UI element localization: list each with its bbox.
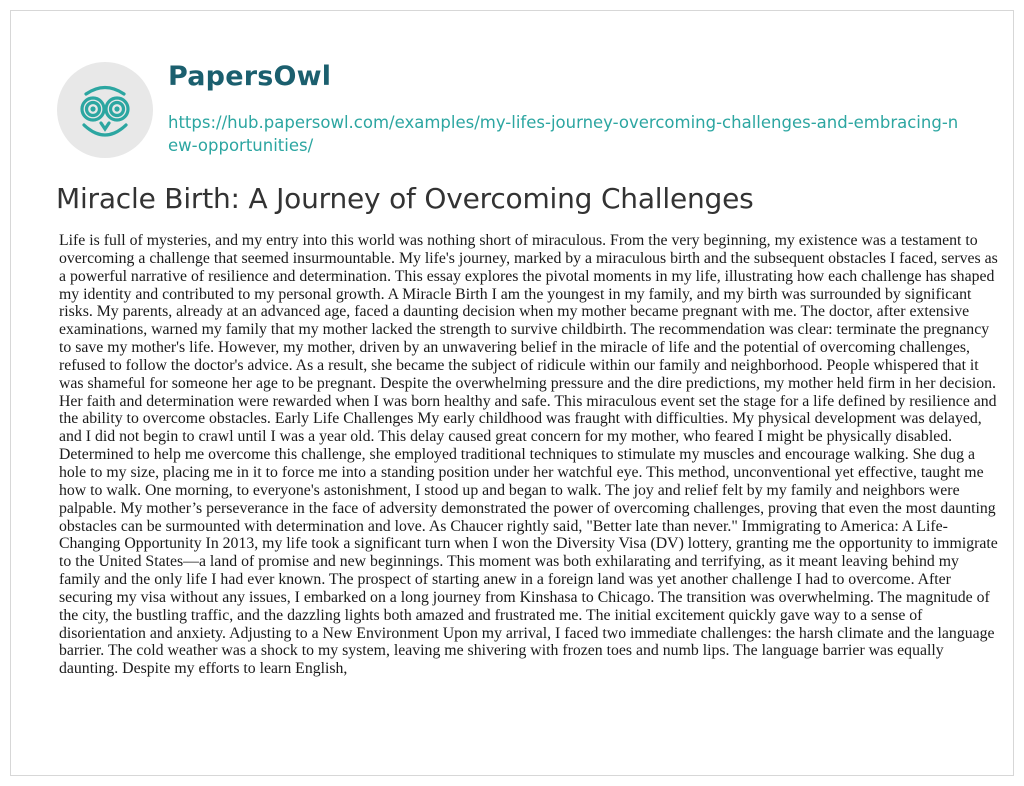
essay-body: Life is full of mysteries, and my entry into this world was nothing short of miraculous. From the very beginning, my existence was a testament to overcoming a challenge that seemed insurmountable. My life's journey, marked by a miraculous birth and the subsequent obstacles I faced, serves as a powerful narrative of resilience and determination. This essay explores the pivotal moments in my life, illustrating how each challenge has shaped my identity and contributed to my personal growth. A Miracle Birth I am the youngest in my family, and my birth was surrounded by significant risks. My parents, already at an advanced age, faced a daunting decision when my mother became pregnant with me. The doctor, after extensive examinations, warned my family that my mother lacked the strength to survive childbirth. The recommendation was clear: terminate the pregnancy to save my mother's life. However, my mother, driven by an unwavering belief in the miracle of life and the potential of overcoming challenges, refused to follow the doctor's advice. As a result, she became the subject of ridicule within our family and neighborhood. People whispered that it was shameful for someone her age to be pregnant. Despite the overwhelming pressure and the dire predictions, my mother held firm in her decision. Her faith and determination were rewarded when I was born healthy and safe. This miraculous event set the stage for a life defined by resilience and the ability to overcome obstacles. Early Life Challenges My early childhood was fraught with difficulties. My physical development was delayed, and I did not begin to crawl until I was a year old. This delay caused great concern for my mother, who feared I might be physically disabled. Determined to help me overcome this challenge, she employed traditional techniques to stimulate my muscles and encourage walking. She dug a hole to my size, placing me in it to force me into a standing position under her watchful eye. This method, unconventional yet effective, taught me how to walk. One morning, to everyone's astonishment, I stood up and began to walk. The joy and relief felt by my family and neighbors were palpable. My mother’s perseverance in the face of adversity demonstrated the power of overcoming challenges, proving that even the most daunting obstacles can be surmounted with determination and love. As Chaucer rightly said, "Better late than never." Immigrating to America: A Life-Changing Opportunity In 2013, my life took a significant turn when I won the Diversity Visa (DV) lottery, granting me the opportunity to immigrate to the United States—a land of promise and new beginnings. This moment was both exhilarating and terrifying, as it meant leaving behind my family and the only life I had ever known. The prospect of starting anew in a foreign land was yet another challenge I had to overcome. After securing my visa without any issues, I embarked on a long journey from Kinshasa to Chicago. The transition was overwhelming. The magnitude of the city, the bustling traffic, and the dazzling lights both amazed and frustrated me. The initial excitement quickly gave way to a sense of disorientation and anxiety. Adjusting to a New Environment Upon my arrival, I faced two immediate challenges: the harsh climate and the language barrier. The cold weather was a shock to my system, leaving me shivering with frozen toes and numb lips. The language barrier was equally daunting. Despite my efforts to learn English, bbox=[59, 232, 998, 678]
logo-pupil-right bbox=[114, 106, 119, 111]
logo-pupil-left bbox=[90, 106, 95, 111]
essay-title: Miracle Birth: A Journey of Overcoming Challenges bbox=[56, 182, 754, 215]
owl-logo-icon bbox=[56, 61, 154, 159]
source-url-link[interactable]: https://hub.papersowl.com/examples/my-lifes-journey-overcoming-challenges-and-embracing-new-opportunities/ bbox=[168, 113, 959, 155]
brand-name: PapersOwl bbox=[168, 61, 332, 92]
document-page bbox=[10, 10, 1014, 776]
header bbox=[56, 43, 986, 163]
